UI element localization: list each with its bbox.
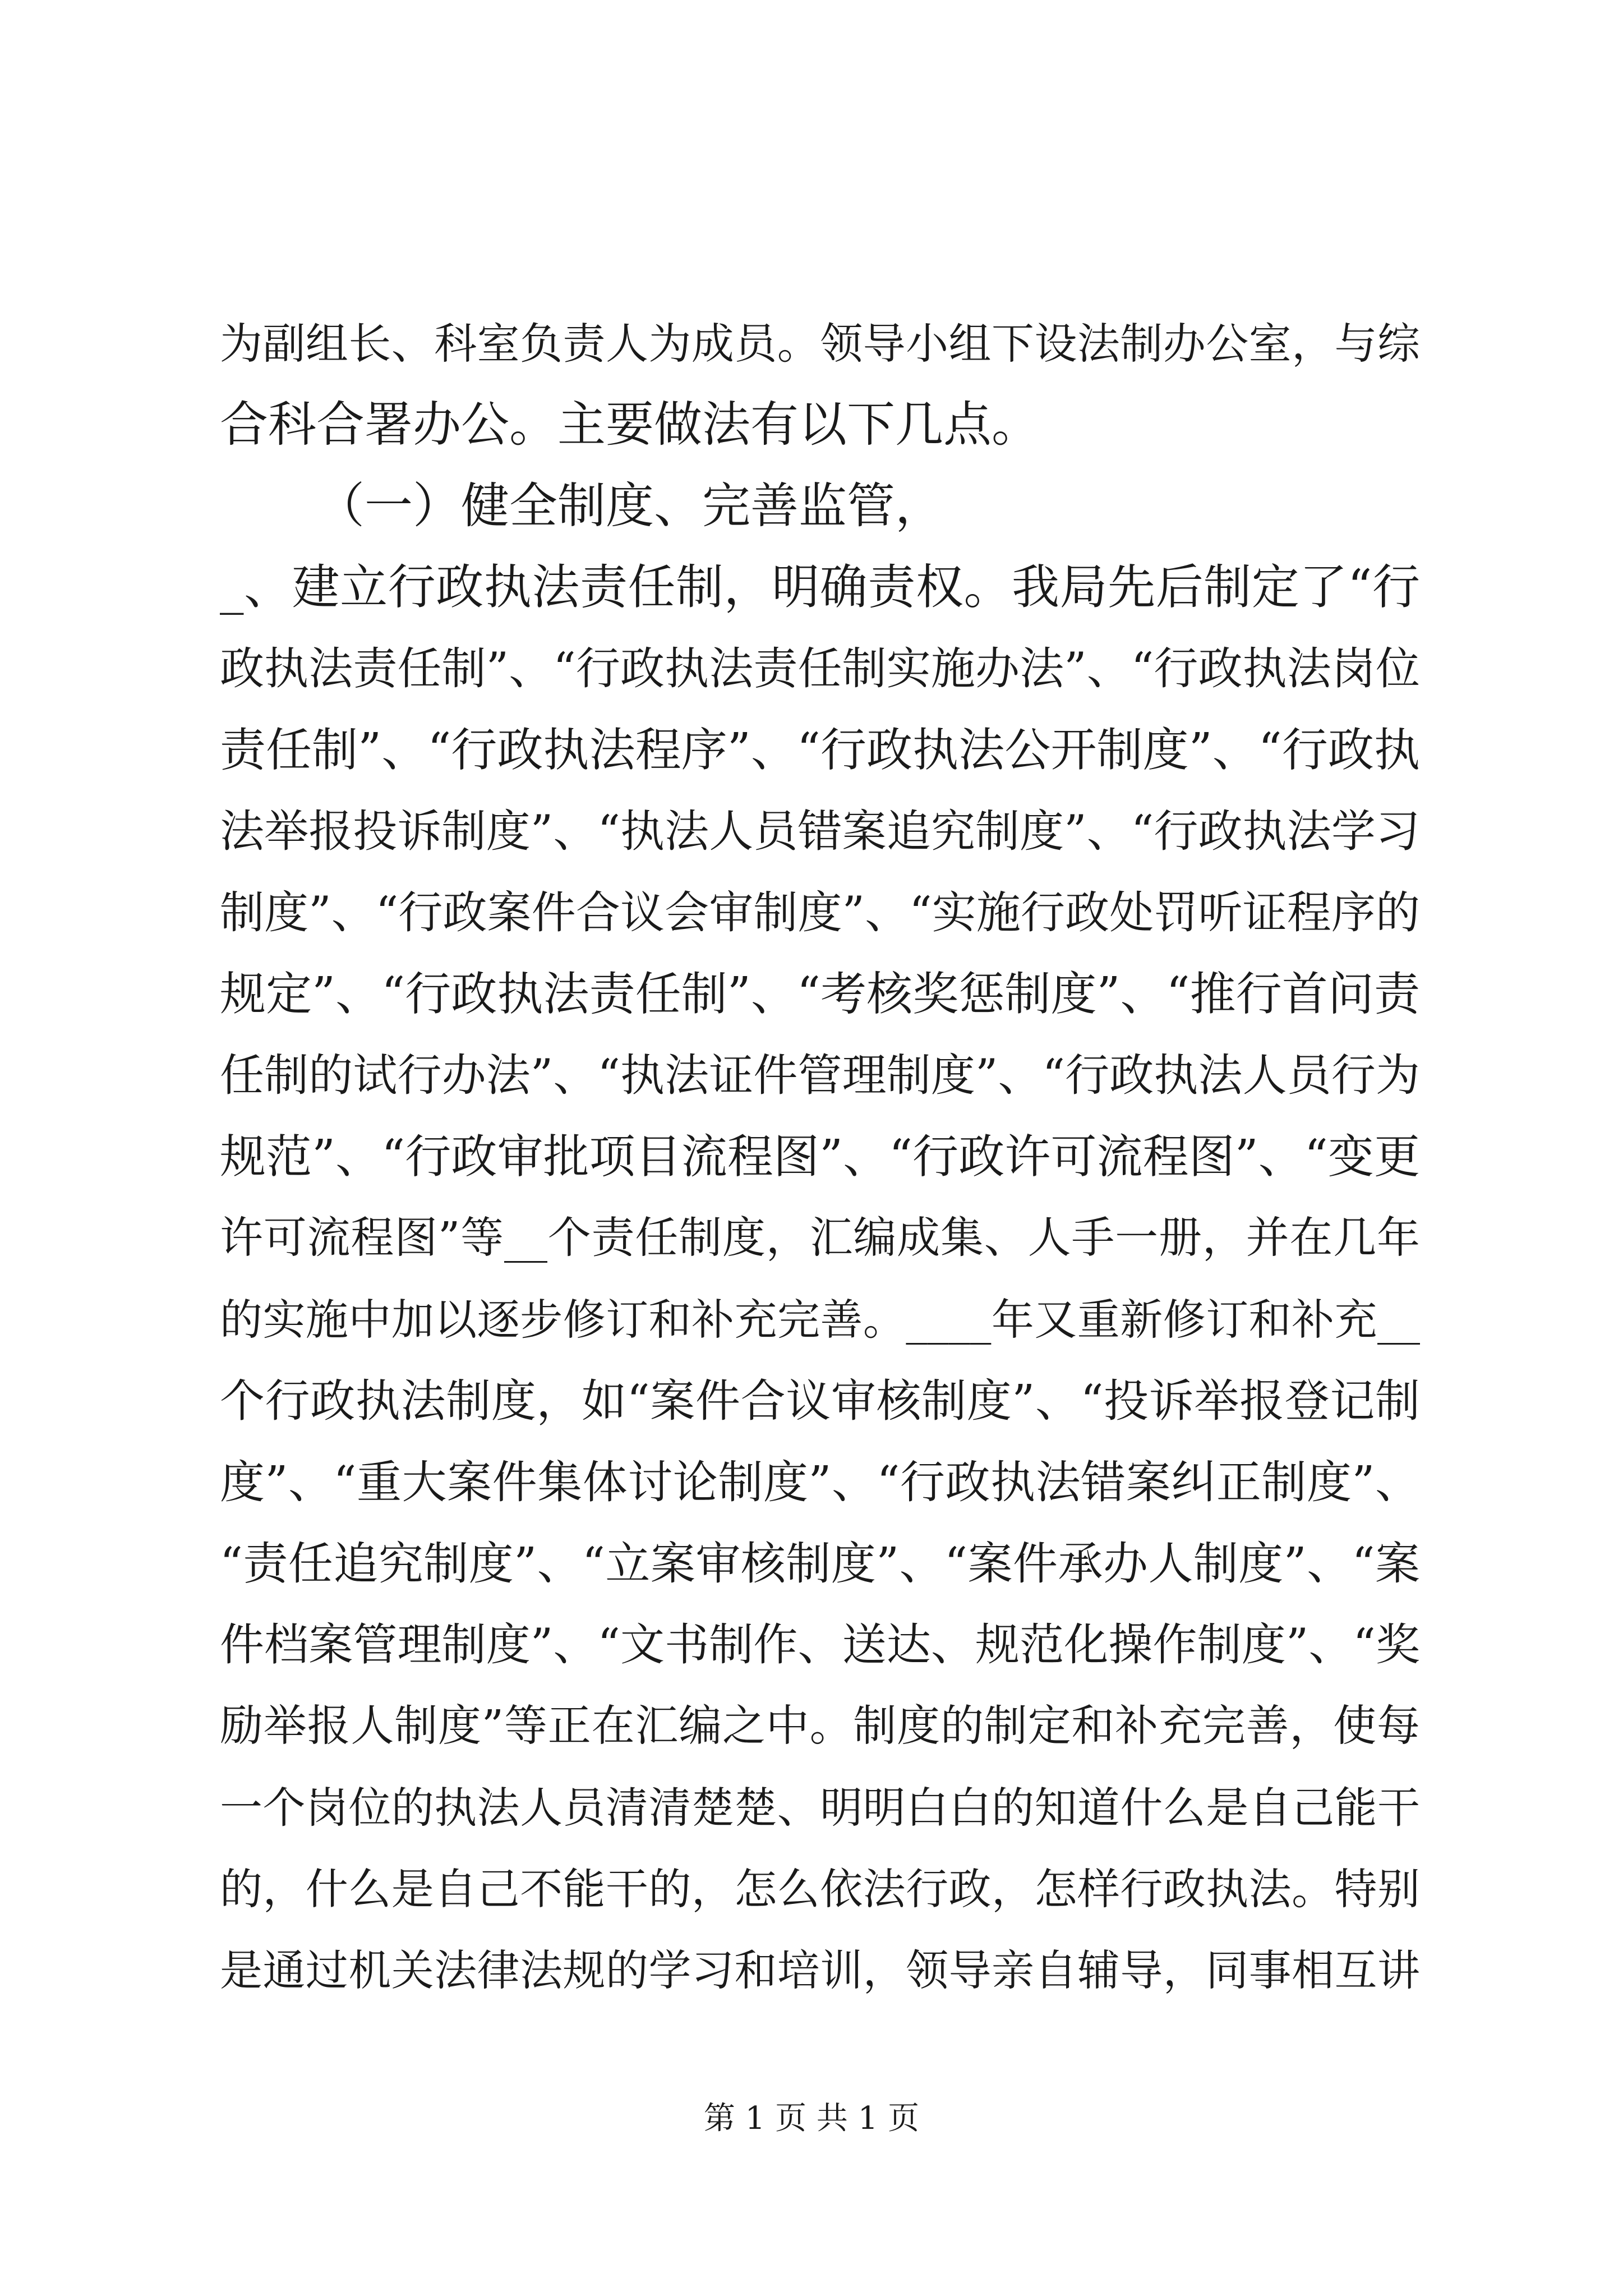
paragraph-line: 制度”、“行政案件合议会审制度”、“实施行政处罚听证程序的 <box>220 887 1420 938</box>
paragraph-line: 为副组长、科室负责人为成员。领导小组下设法制办公室，与综 <box>220 319 1420 369</box>
paragraph-line: _、建立行政执法责任制，明确责权。我局先后制定了“行 <box>220 560 1420 615</box>
paragraph-line: 规定”、“行政执法责任制”、“考核奖惩制度”、“推行首问责 <box>220 968 1420 1021</box>
paragraph-line: 的，什么是自己不能干的，怎么依法行政，怎样行政执法。特别 <box>220 1864 1420 1914</box>
document-body <box>220 303 1420 2011</box>
paragraph-line: 法举报投诉制度”、“执法人员错案追究制度”、“行政执法学习 <box>220 806 1420 857</box>
paragraph-line: 许可流程图”等__个责任制度，汇编成集、人手一册，并在几年 <box>220 1213 1420 1263</box>
paragraph-line: 责任制”、“行政执法程序”、“行政执法公开制度”、“行政执 <box>220 724 1420 777</box>
paragraph-line: 任制的试行办法”、“执法证件管理制度”、“行政执法人员行为 <box>220 1050 1420 1101</box>
paragraph-line: 规范”、“行政审批项目流程图”、“行政许可流程图”、“变更 <box>220 1130 1420 1184</box>
paragraph-line: 的实施中加以逐步修订和补充完善。____年又重新修订和补充__ <box>220 1295 1420 1345</box>
paragraph-line: 个行政执法制度，如“案件合议审核制度”、“投诉举报登记制 <box>220 1375 1420 1427</box>
paragraph-line: 是通过机关法律法规的学习和培训，领导亲自辅导，同事相互讲 <box>220 1945 1420 1995</box>
section-heading: （一）健全制度、完善监管， <box>316 478 943 534</box>
paragraph-line: 励举报人制度”等正在汇编之中。制度的制定和补充完善，使每 <box>220 1701 1420 1751</box>
paragraph-line: 合科合署办公。主要做法有以下几点。 <box>220 397 1040 453</box>
paragraph-line: “责任追究制度”、“立案审核制度”、“案件承办人制度”、“案 <box>220 1538 1420 1590</box>
paragraph-line: 政执法责任制”、“行政执法责任制实施办法”、“行政执法岗位 <box>220 643 1420 694</box>
paragraph-line: 件档案管理制度”、“文书制作、送达、规范化操作制度”、“奖 <box>220 1619 1420 1671</box>
paragraph-line: 度”、“重大案件集体讨论制度”、“行政执法错案纠正制度”、 <box>220 1456 1420 1508</box>
page-number-footer: 第 1 页 共 1 页 <box>703 2100 920 2137</box>
paragraph-line: 一个岗位的执法人员清清楚楚、明明白白的知道什么是自己能干 <box>220 1783 1420 1833</box>
